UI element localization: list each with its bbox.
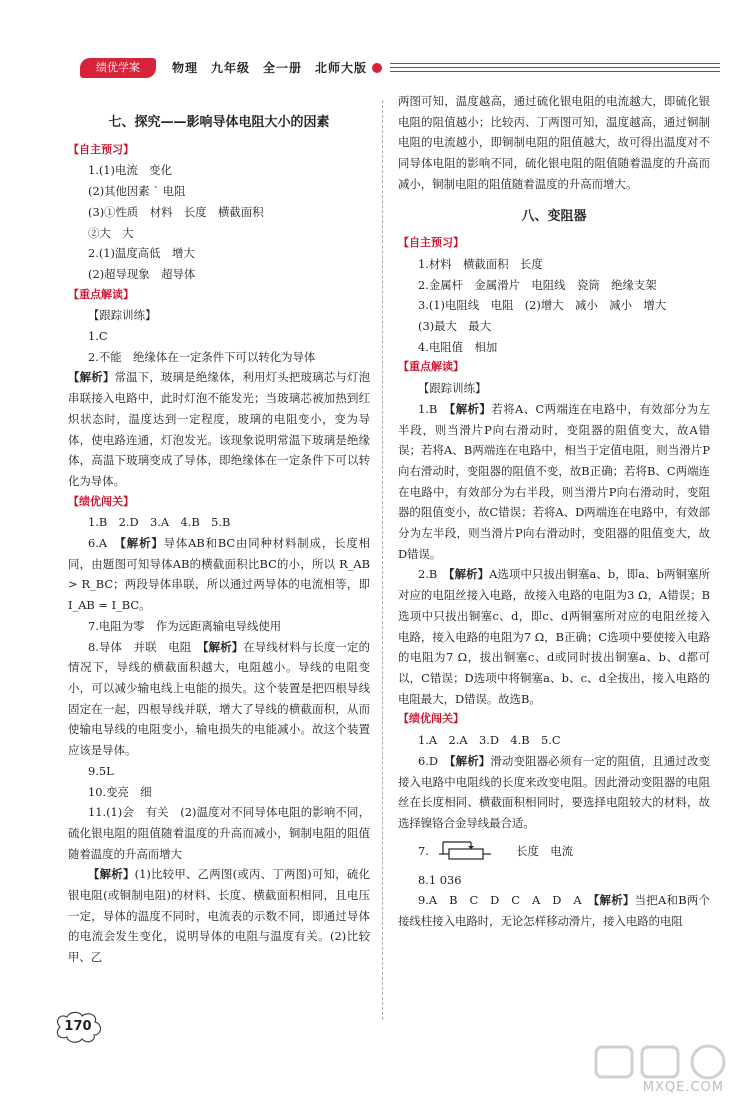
series-badge: 绩优学案 [80, 58, 156, 78]
answer-line: 3.(1)电阻线 电阻 (2)增大 减小 减小 增大 [418, 298, 667, 313]
answer-line: 9.5L [88, 763, 114, 778]
answer-line: 10.变亮 细 [88, 784, 152, 799]
answer-line: 2.(1)温度高低 增大 [88, 246, 195, 261]
section-title: 八、变阻器 [521, 208, 587, 224]
self-preview-tag: 【自主预习】 [398, 236, 464, 250]
pass-challenge-tag: 【绩优闯关】 [68, 494, 134, 508]
page-number: 170 [52, 1011, 104, 1043]
analysis-paragraph: 6.A 【解析】导体AB和BC由同种材料制成，长度相同，由题图可知导体AB的横截面积比BC的小，所以 R_AB > R_BC；两段导体串联，所以通过两导体的电流相等，即 I_AB = I_BC。 [68, 536, 370, 613]
analysis-paragraph: 【解析】常温下，玻璃是绝缘体，利用灯头把玻璃芯与灯泡串联接入电路中，此时灯泡不能发光；当玻璃芯被加热到红炽状态时，温度达到一定程度，玻璃的电阻变小，变为导体，使电路连通，灯泡发光。该现象说明常温下玻璃是绝缘体，高温下玻璃变成了导体，即绝缘体在一定条件下可以转化为导体。 [68, 370, 370, 488]
key-points-tag: 【重点解读】 [68, 287, 134, 301]
watermark-logo-icon [588, 1043, 738, 1083]
watermark [588, 1043, 738, 1103]
book-info: 物理 九年级 全一册 北师大版 [172, 61, 368, 75]
answer-line: 4.电阻值 相加 [418, 339, 498, 354]
analysis-tag: 【解析】 [68, 370, 115, 385]
analysis-tag: 【解析】 [202, 639, 244, 654]
analysis-tag: 【解析】 [449, 753, 491, 768]
answer-line: 1.C [88, 329, 108, 344]
answer-line: 2.不能 绝缘体在一定条件下可以转化为导体 [88, 349, 316, 364]
analysis-tag: 【解析】 [448, 567, 490, 582]
answer-line: (3)最大 最大 [418, 319, 492, 334]
analysis-tag: 【解析】 [120, 536, 164, 551]
answer-line: (3)①性质 材料 长度 横截面积 [88, 204, 264, 219]
answer-line: 7.电阻为零 作为远距离输电导线使用 [88, 618, 282, 633]
analysis-tag: 【解析】 [449, 401, 492, 416]
header-rule [390, 71, 720, 72]
watermark-text: MXQE.COM [642, 1080, 724, 1095]
analysis-tag: 【解析】 [88, 867, 135, 882]
analysis-paragraph: 8.导体 并联 电阻 【解析】在导线材料与长度一定的情况下，导线的横截面积越大，电阻越小。导线的电阻变小，可以减少输电线上电能的损失。这个装置是把四根导线固定在一起，四根导线并联，增大了导线的横截面积，从而使输电导线的电阻变小，输电损失的电能减小。故这个装置应该是导体。 [68, 639, 370, 758]
left-column [68, 111, 370, 968]
answer-line: 1.(1)电流 变化 [88, 163, 172, 178]
answer-line: (2)超导现象 超导体 [88, 266, 196, 281]
follow-practice-label: 【跟踪训练】 [418, 381, 487, 396]
header-rule [390, 63, 720, 64]
answer-line: 1.材料 横截面积 长度 [418, 256, 543, 271]
self-preview-tag: 【自主预习】 [68, 142, 134, 156]
column-divider [382, 100, 383, 1020]
analysis-paragraph: 9.A B C D C A D A 【解析】当把A和B两个接线柱接入电路时，无论怎样移动滑片，接入电路的电阻 [398, 893, 710, 929]
header-dot [372, 63, 382, 73]
rheostat-diagram [437, 840, 493, 864]
answer-line: 7. 长度 电流 [398, 840, 710, 864]
answer-line: 8.1 036 [418, 872, 462, 887]
pass-challenge-tag: 【绩优闯关】 [398, 712, 464, 726]
key-points-tag: 【重点解读】 [398, 360, 464, 374]
answer-line: 1.B 2.D 3.A 4.B 5.B [88, 515, 231, 530]
answer-line: ②大 大 [88, 225, 134, 240]
answer-line: 2.金属杆 金属滑片 电阻线 瓷筒 绝缘支架 [418, 277, 657, 292]
analysis-tag: 【解析】 [593, 893, 635, 908]
follow-practice-label: 【跟踪训练】 [88, 308, 157, 323]
analysis-paragraph: 6.D 【解析】滑动变阻器必须有一定的阻值，且通过改变接入电路中电阻线的长度来改变电阻。因此滑动变阻器的电阻丝在长度相同、横截面积相同时，要选择电阻较大的材料，故选择镍铬合金导线最合适。 [398, 753, 710, 830]
answer-line: 1.A 2.A 3.D 4.B 5.C [418, 733, 561, 748]
continued-paragraph: 两图可知，温度越高，通过硫化银电阻的电流越大，即硫化银电阻的阻值越小；比较丙、丁两图可知，温度越高，通过铜制电阻的电流越小，即铜制电阻的阻值越大，故可得出温度对不同导体电阻的影响不同，硫化银电阻的阻值随着温度的升高而减小，铜制电阻的阻值随着温度的升高而增大。 [398, 94, 710, 191]
analysis-paragraph: 1.B 【解析】若将A、C两端连在电路中，有效部分为左半段，则当滑片P向右滑动时，变阻器的阻值变大，故A错误；若将A、B两端连在电路中，相当于定值电阻，则当滑片P向右滑动时，变阻器的阻值不变，故B正确；若将B、C两端连在电路中，有效部分为右半段，则当滑片P向右滑动时，变阻器的阻值变小，故C错误；若将A、D两端连在电路中，有效部分为左半段，则当滑片P向右滑动时，变阻器的阻值变大，故D错误。 [398, 401, 710, 561]
page-header [80, 58, 720, 78]
header-rule [390, 67, 720, 68]
answer-line: (2)其他因素 ˋ 电阻 [88, 184, 186, 199]
analysis-paragraph: 2.B 【解析】A选项中只拔出铜塞a、b，即a、b两铜塞所对应的电阻丝接入电路，故接入电路的电阻为3 Ω，A错误；B选项中只拔出铜塞c、d，即c、d两铜塞所对应的电阻丝接入电路，接入电路的电阻为7 Ω，B正确；C选项中要使接入电路的电阻为7 Ω，拔出铜塞c、d或同时拔出铜塞a、b、d都可以，C错误；D选项中将铜塞a、b、c、d全拔出，接入电路的电阻最大，D错误。故选B。 [398, 567, 710, 706]
analysis-paragraph: 【解析】(1)比较甲、乙两图(或丙、丁两图)可知，硫化银电阻(或铜制电阻)的材料、长度、横截面积相同，且电压一定，导体的温度不同时，电流表的示数不同，即通过导体的电流会发生变化，说明导体的电阻与温度有关。(2)比较甲、乙 [68, 867, 370, 965]
section-title: 七、探究——影响导体电阻大小的因素 [108, 115, 330, 130]
answer-line: 11.(1)会 有关 (2)温度对不同导体电阻的影响不同，硫化银电阻的阻值随着温度的升高而减小，铜制电阻的阻值随着温度的升高而增大 [68, 805, 370, 861]
right-column [398, 91, 710, 932]
